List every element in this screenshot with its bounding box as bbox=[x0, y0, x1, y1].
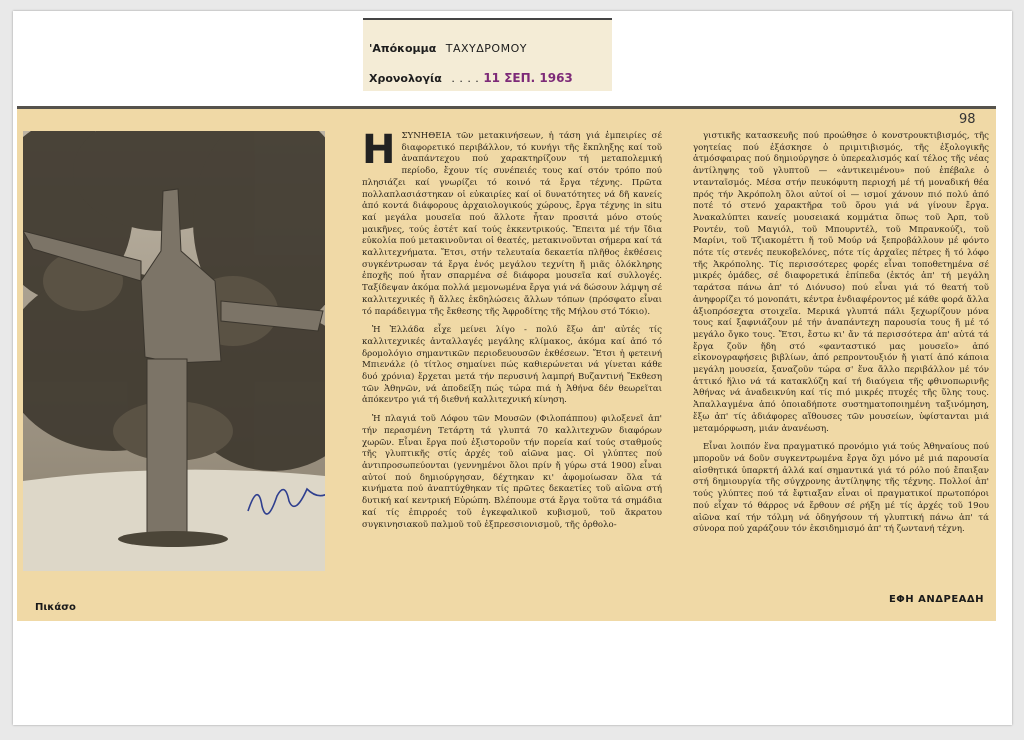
author-byline: ΕΦΗ ΑΝΔΡΕΑΔΗ bbox=[888, 594, 984, 605]
sculpture-photo-image bbox=[23, 131, 325, 571]
date-row: Χρονολογία . . . . 11 ΣΕΠ. 1963 bbox=[369, 71, 573, 85]
paragraph: Ἡ πλαγιά τοῦ Λόφου τῶν Μουσῶν (Φιλοπάππου) φιλοξενεῖ ἀπ' τήν περασμένη Τετάρτη τά γλυπτά 70 καλλιτεχνῶν διαφόρων χωρῶν. Εἶναι ἔργα πού ἐξιστοροῦν τήν πορεία καί τούς σταθμούς τῆς γλυπτικῆς στίς ἀρχές τοῦ αἰῶνα μας. Οἱ γλύπτες πού ἀντιπροσωπεύονται (γεννημένοι ὅλοι πρίν ἤ γύρω στά 1900) εἶναι αὐτοί πού δημιούργησαν, δέχτηκαν κι' ἀφομοίωσαν ὅλα τά κινήματα πού ἀναπτύχθηκαν τίς πρῶτες δεκαετίες τοῦ αἰῶνα στή δυτική καί κεντρική Εὐρώπη. Βλέπουμε στά ἔργα τοῦτα τά σημάδια καί τίς ἐπιρροές τοῦ ἐγκεφαλικοῦ κυβισμοῦ, τοῦ ἄκρατου συγκινησιακοῦ παλμοῦ τοῦ ἐξπρεσσιονισμοῦ, τῆς ὀρθολο- bbox=[362, 414, 662, 530]
sculpture-photo bbox=[23, 131, 325, 571]
source-key: 'Απόκομμα bbox=[369, 42, 437, 55]
date-stamp: 11 ΣΕΠ. 1963 bbox=[483, 71, 573, 85]
page-number: 98 bbox=[959, 112, 976, 127]
newspaper-clipping bbox=[17, 106, 996, 621]
archive-label-slip bbox=[363, 18, 612, 91]
photo-caption: Πικάσο bbox=[35, 602, 76, 613]
paragraph: ΣΥΝΗΘΕΙΑ τῶν μετακινήσεων, ἡ τάση γιά ἐμπειρίες σέ διαφορετικό περιβάλλον, τό κυνήγι τῆς ἔκπληξης καί τοῦ ἀναπάντεχου πού χαρακτηρίζουν τή μεταπολεμική περίοδο, ἔχουν τίς συνέπειές τους καί στόν τρόπο πού πλησιάζει καί γνωρίζει τό κοινό τά ἔργα τέχνης. Πρῶτα πολλαπλασιάστηκαν οἱ εὐκαιρίες καί οἱ δυνατότητες νά δῆ κανείς ἀπό κοντά διάφορους ἀρχαιολογικούς χώρους, ἔργα τέχνης in situ καί μεγάλα μουσεῖα πού ἄλλοτε ἦταν προσιτά μόνο στούς μαικῆνες, τούς ἐστέτ καί τούς ἐκκεντρικούς. Ἔπειτα μέ τήν ἴδια εὐκολία πού μετακινοῦνται οἱ θεατές, μετακινοῦνται σήμερα καί τά καλλιτεχνήματα. Ἔτσι, στήν τελευταία δεκαετία πλῆθος ἐκθέσεις συγκέντρωσαν τά ἔργα ἑνός μεγάλου τεχνίτη ἤ μιᾶς ὁλόκληρης ἐποχῆς πού ἦταν σπαρμένα σέ διάφορα μουσεῖα καί συλλογές. Ταξίδεψαν ἀκόμα πολλά μεμονωμένα ἔργα γιά νά δώσουν λάμψη σέ καλλιτεχνικές ἤ ἄλλες ἐκδηλώσεις ἄλλων τόπων (πρόσφατο εἶναι τό παράδειγμα τῆς ἔκθεσης τῆς Ἀφροδίτης τῆς Μήλου στό Τόκιο). bbox=[362, 131, 662, 317]
date-key: Χρονολογία bbox=[369, 72, 442, 85]
paragraph: Ἡ Ἑλλάδα εἶχε μείνει λίγο - πολύ ἔξω ἀπ' αὐτές τίς καλλιτεχνικές ἀνταλλαγές μεγάλης κλίμακος, ἀκόμα καί ἀπό τό δρομολόγιο σημαντικῶν περιοδευουσῶν ἐκθέσεων. Ἔτσι ἡ φετεινή Μπιενάλε (ὁ τίτλος σημαίνει πώς καθιερώνεται νά γίνεται κάθε δυό χρόνια) ἔρχεται μετά τήν περυσινή λαμπρή Βυζαντινή Ἔκθεση τῶν Ἀθηνῶν, νά ἀποδείξη πώς τώρα πιά ἡ Ἀθήνα δέν θεωρεῖται ἀπόκεντρο γιά τή διεθνή καλλιτεχνική κίνηση. bbox=[362, 325, 662, 406]
paragraph: Εἶναι λοιπόν ἕνα πραγματικό προνόμιο γιά τούς Ἀθηναίους πού μποροῦν νά δοῦν συγκεντρωμένα ἔργα ὄχι μόνο μέ μιά παρουσία αἰσθητικά ὑπαρκτή ἀλλά καί σημαντικά γιά τό ρόλο πού ἔπαιξαν στή δημιουργία τῆς σύγχρονης ἀντίληψης τῆς τέχνης. Πολλοί ἀπ' τούς γλύπτες πού τά ἔφτιαξαν εἶναι οἱ πραγματικοί πρωτοπόροι πού εἶχαν τό θάρρος νά ἔρθουν σέ ρήξη μέ τίς ἀρχές τοῦ 19ου αἰῶνα καί τήν τόλμη νά ὁδηγήσουν τή γλυπτική πάνω ἀπ' τά σύνορα πού χαράζουν τόν ἐκσιδημισμό ἀπ' τή ζωντανή τέχνη. bbox=[693, 442, 989, 535]
source-row bbox=[369, 42, 527, 55]
dropcap: Η bbox=[362, 127, 396, 173]
paragraph: γιστικῆς κατασκευῆς πού προώθησε ὁ κονστρουκτιβισμός, τῆς γοητείας πού ἐξάσκησε ὁ πριμιτιβισμός, τῆς ἐξολογικῆς ἀτμόσφαιρας πού δημιούργησε ὁ ὑπερεαλισμός καί τέλος τῆς νέας ἀντίληψης τοῦ γλυπτοῦ — «ἀντικειμένου» πού ἐπέβαλε ὁ ντανταϊσμός. Μέσα στήν πευκόφυτη περιοχή μέ τή μοναδική θέα πρός τήν Ἀκρόπολη ὅλοι αὐτοί οἱ — ισμοί χάνουν πιό πολύ ἀπό ποτέ τό στενό χαρακτῆρα τοῦ ὅρου γιά νά γίνουν ἔργα. Ἀνακαλύπτει κανείς μουσειακά κομμάτια ὅπως τοῦ Ἀρπ, τοῦ Ροντέν, τοῦ Μαγιόλ, τοῦ Μπουρντέλ, τοῦ Μπρανκούζι, τοῦ Μαρίνι, τοῦ Τζιακομέττι ἤ τοῦ Μούρ νά ξεπροβάλλουν μέ φόντο πότε τίς στενές πευκοβελόνες, πότε τίς ἀρχαῖες πέτρες ἤ τό λόφο τῆς Ἀκρόπολης. Τίς περισσότερες φορές εἶναι τοποθετημένα σέ μικρές ὁμάδες, σέ διαφορετικά ἐπίπεδα (ἐκτός ἀπ' τή μεγάλη ταράτσα πάνω ἀπ' τό Διόνυσο) πού εἶναι γιά τό θεατή τοῦ ἀνηφορίζει τό μονοπάτι, κέντρα ἐνδιαφέροντος μέ κάθε φορά ἄλλα ἀξιοπρόσεχτα στοιχεῖα. Μερικά γλυπτά πάλι ξεχωρίζουν μόνα τους καί ξαφνιάζουν μέ τήν ἀναπάντεχη παρουσία τους ἤ μέ τό μεγάλο ὄγκο τους. Ἔτσι, ἔστω κι' ἄν τά περισσότερα ἀπ' αὐτά τά ἔργα ζοῦν ἤδη στό «φανταστικό μας μουσεῖο» ἀπό εἰκονογραφήσεις βιβλίων, ἀπό ρεπροντουξιόν ἤ γιατί ἀπό κάποια μεγάλη μουσεία, ξαναζοῦν τώρα σ' ἕνα ἄλλο περιβάλλον μέ τόν ἀττικό ἥλιο νά τά κατακλύζη καί τή διαύγεια τῆς φθινοπωρινῆς Ἀθήνας νά ἀναδεικνύη καί τίς πιό μικρές πτυχές τῆς ὕλης τους. Ἀπαλλαγμένα ἀπό ὁποιαδήποτε συστηματοποιημένη ταξινόμηση, ἔξω ἀπ' τίς ἀδιάφορες αἴθουσες τῶν μουσείων, ὑφίστανται μιά μεταμόρφωση, μιάν ἀνανέωση. bbox=[693, 131, 989, 434]
article-column-1 bbox=[362, 127, 662, 538]
article-column-2 bbox=[693, 131, 989, 543]
source-value: ΤΑΧΥΔΡΟΜΟΥ bbox=[445, 42, 527, 55]
